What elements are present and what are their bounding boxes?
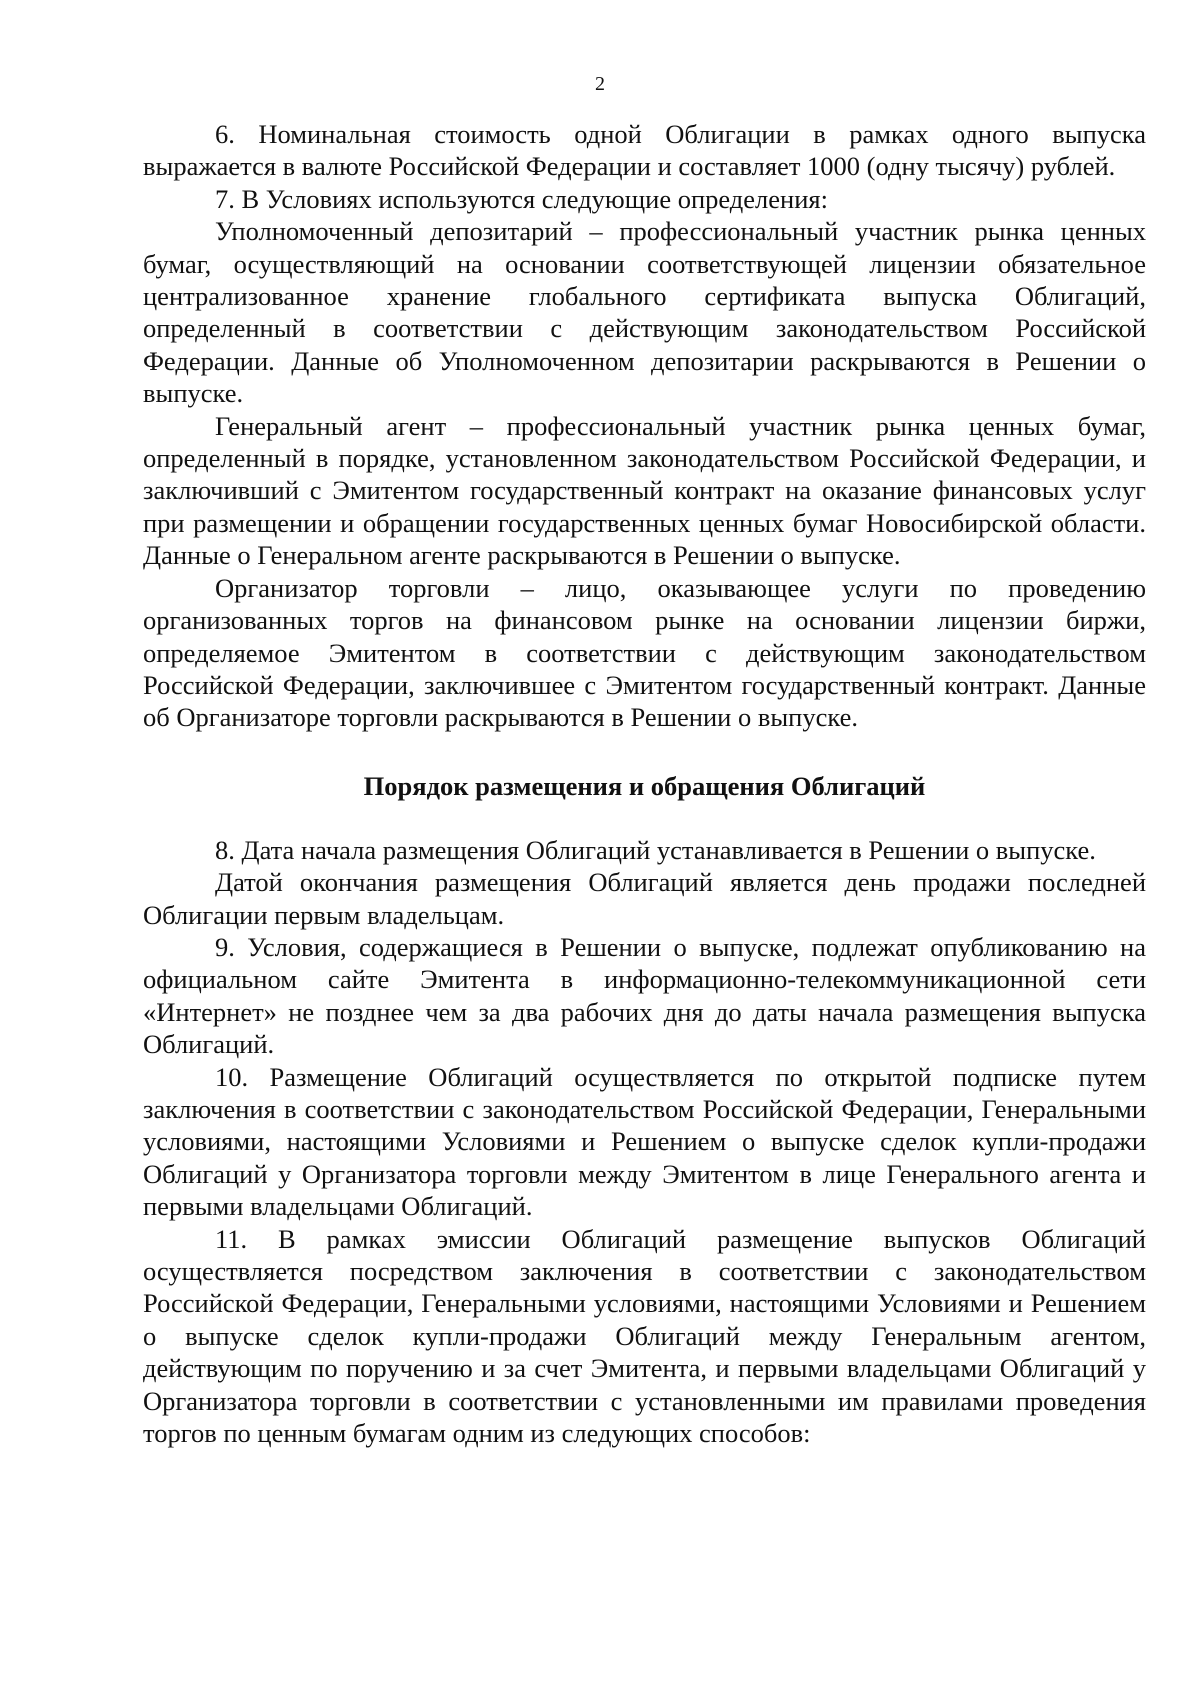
definition-trading-organizer: Организатор торговли – лицо, оказывающее услуги по проведению организованных торгов на финансовом рынке на основании лицензии биржи, определяемое Эмитентом в соответствии с действующим законодательством Российской Федерации, заключившее с Эмитентом государственный контракт. Данные об Организаторе торговли раскрываются в Решении о выпуске.	[143, 572, 1146, 733]
paragraph-8-placement-start: 8. Дата начала размещения Облигаций устанавливается в Решении о выпуске.	[215, 834, 1096, 865]
definition-general-agent: Генеральный агент – профессиональный участник рынка ценных бумаг, определенный в порядке, установленном законодательством Российской Федерации, и заключивший с Эмитентом государственный контракт на оказание финансовых услуг при размещении и обращении государственных ценных бумаг Новосибирской области. Данные о Генеральном агенте раскрываются в Решении о выпуске.	[143, 410, 1146, 571]
paragraph-6-nominal-value: 6. Номинальная стоимость одной Облигации в рамках одного выпуска выражается в валюте Российской Федерации и составляет 1000 (одну тысячу) рублей.	[143, 119, 1146, 182]
paragraph-7-definitions-intro: 7. В Условиях используются следующие определения:	[215, 183, 828, 214]
paragraph-8-placement-end: Датой окончания размещения Облигаций является день продажи последней Облигации первым владельцам.	[143, 867, 1146, 930]
document-body	[143, 118, 1146, 1449]
paragraph-11-placement-methods: 11. В рамках эмиссии Облигаций размещение выпусков Облигаций осуществляется посредством заключения в соответствии с законодательством Российской Федерации, Генеральными условиями, настоящими Условиями и Решением о выпуске сделок купли-продажи Облигаций между Генеральным агентом, действующим по поручению и за счет Эмитента, и первыми владельцами Облигаций у Организатора торговли в соответствии с установленными им правилами проведения торгов по ценным бумагам одним из следующих способов:	[143, 1223, 1146, 1449]
definition-authorized-depository: Уполномоченный депозитарий – профессиональный участник рынка ценных бумаг, осуществляющий на основании соответствующей лицензии обязательное централизованное хранение глобального сертификата выпуска Облигаций, определенный в соответствии с действующим законодательством Российской Федерации. Данные об Уполномоченном депозитарии раскрываются в Решении о выпуске.	[143, 216, 1146, 409]
paragraph-9-publication: 9. Условия, содержащиеся в Решении о выпуске, подлежат опубликованию на официальном сайте Эмитента в информационно-телекоммуникационной сети «Интернет» не позднее чем за два рабочих дня до даты начала размещения выпуска Облигаций.	[143, 931, 1146, 1060]
paragraph-10-open-subscription: 10. Размещение Облигаций осуществляется по открытой подписке путем заключения в соответствии с законодательством Российской Федерации, Генеральными условиями, настоящими Условиями и Решением о выпуске сделок купли-продажи Облигаций у Организатора торговли между Эмитентом в лице Генерального агента и первыми владельцами Облигаций.	[143, 1061, 1146, 1222]
page-number: 2	[595, 73, 605, 95]
section-heading: Порядок размещения и обращения Облигаций	[363, 770, 926, 801]
